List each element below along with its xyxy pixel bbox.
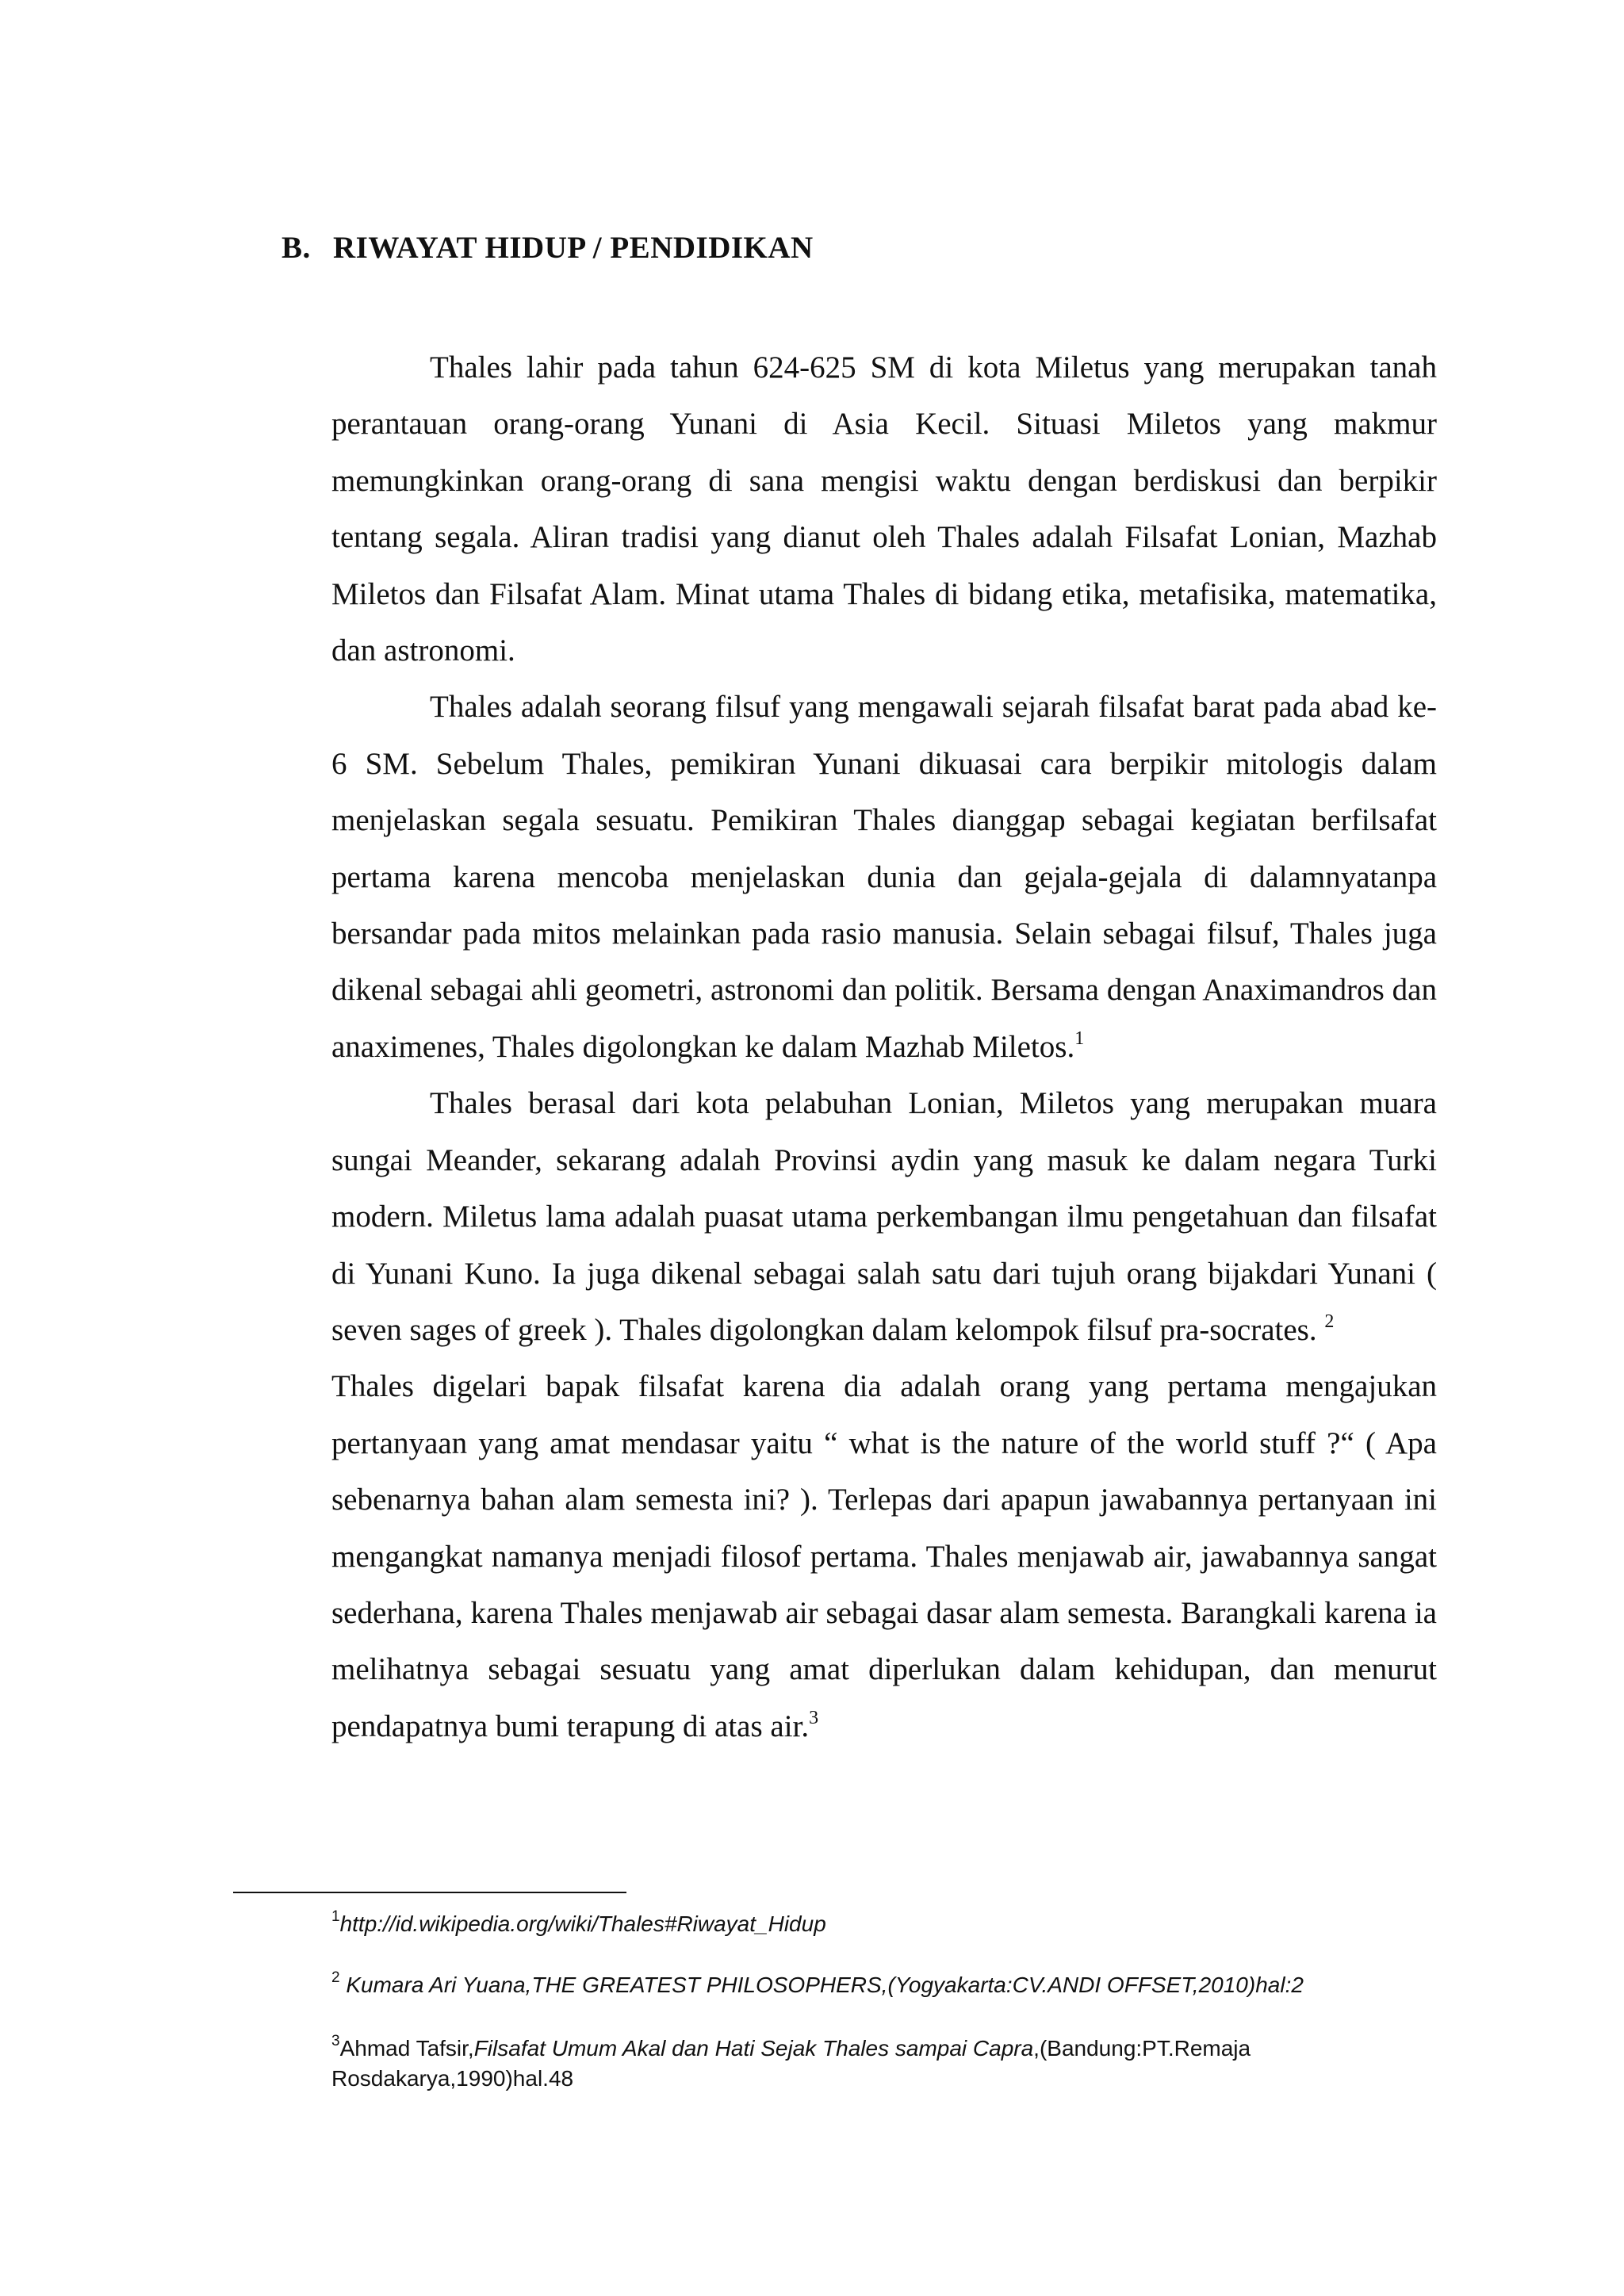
section-number: B.	[282, 231, 311, 265]
footnote-text: Kumara Ari Yuana,THE GREATEST PHILOSOPHERS,(Yogyakarta:CV.ANDI OFFSET,2010)hal:2	[346, 1973, 1304, 1997]
paragraph-text: Thales adalah seorang filsuf yang mengawali sejarah filsafat barat pada abad ke-6 SM. Sebelum Thales, pemikiran Yunani dikuasai cara berpikir mitologis dalam menjelaskan segala sesuatu. Pemikiran Thales dianggap sebagai kegiatan berfilsafat pertama karena mencoba menjelaskan dunia dan gejala-gejala di dalamnyatanpa bersandar pada mitos melainkan pada rasio manusia. Selain sebagai filsuf, Thales juga dikenal sebagai ahli geometri, astronomi dan politik. Bersama dengan Anaximandros dan anaximenes, Thales digolongkan ke dalam Mazhab Miletos.	[331, 690, 1437, 1064]
body-text	[331, 339, 1437, 1755]
footnote-url[interactable]: http://id.wikipedia.org/wiki/Thales#Riwayat_Hidup	[339, 1911, 826, 1936]
footnote-mark: 2	[331, 1969, 340, 1986]
section-title: RIWAYAT HIDUP / PENDIDIKAN	[333, 231, 814, 265]
footnote-3	[331, 2034, 1437, 2094]
footnote-ref-3[interactable]: 3	[809, 1707, 819, 1728]
footnote-1	[331, 1909, 826, 1939]
paragraph-text: Thales berasal dari kota pelabuhan Lonian, Miletos yang merupakan muara sungai Meander, sekarang adalah Provinsi aydin yang masuk ke dalam negara Turki modern. Miletus lama adalah puasat utama perkembangan ilmu pengetahuan dan filsafat di Yunani Kuno. Ia juga dikenal sebagai salah satu dari tujuh orang bijakdari Yunani ( seven sages of greek ). Thales digolongkan dalam kelompok filsuf pra-socrates.	[331, 1086, 1437, 1347]
section-heading	[282, 230, 814, 266]
paragraph-text: Thales digelari bapak filsafat karena dia adalah orang yang pertama mengajukan pertanyaan yang amat mendasar yaitu “ what is the nature of the world stuff ?“ ( Apa sebenarnya bahan alam semesta ini? ). Terlepas dari apapun jawabannya pertanyaan ini mengangkat namanya menjadi filosof pertama. Thales menjawab air, jawabannya sangat sederhana, karena Thales menjawab air sebagai dasar alam semesta. Barangkali karena ia melihatnya sebagai sesuatu yang amat diperlukan dalam kehidupan, dan menurut pendapatnya bumi terapung di atas air.	[331, 1369, 1437, 1743]
footnote-separator	[233, 1892, 626, 1893]
footnote-mark: 1	[331, 1908, 340, 1925]
footnote-2	[331, 1970, 1304, 2000]
footnote-ref-1[interactable]: 1	[1074, 1027, 1085, 1049]
footnote-author: Ahmad Tafsir,	[339, 2036, 474, 2061]
paragraph-1	[331, 339, 1437, 679]
footnote-title: Filsafat Umum Akal dan Hati Sejak Thales sampai Capra	[473, 2036, 1034, 2061]
paragraph-text: Thales lahir pada tahun 624-625 SM di kota Miletus yang merupakan tanah perantauan orang-orang Yunani di Asia Kecil. Situasi Miletos yang makmur memungkinkan orang-orang di sana mengisi waktu dengan berdiskusi dan berpikir tentang segala. Aliran tradisi yang dianut oleh Thales adalah Filsafat Lonian, Mazhab Miletos dan Filsafat Alam. Minat utama Thales di bidang etika, metafisika, matematika, dan astronomi.	[331, 350, 1437, 668]
paragraph-3	[331, 1075, 1437, 1358]
footnote-mark: 3	[331, 2033, 340, 2049]
paragraph-2	[331, 679, 1437, 1075]
footnote-rest: ,(Bandung:PT.Remaja Rosdakarya,1990)hal.48	[331, 2036, 1251, 2091]
footnote-ref-2[interactable]: 2	[1324, 1311, 1335, 1332]
paragraph-4	[331, 1358, 1437, 1755]
